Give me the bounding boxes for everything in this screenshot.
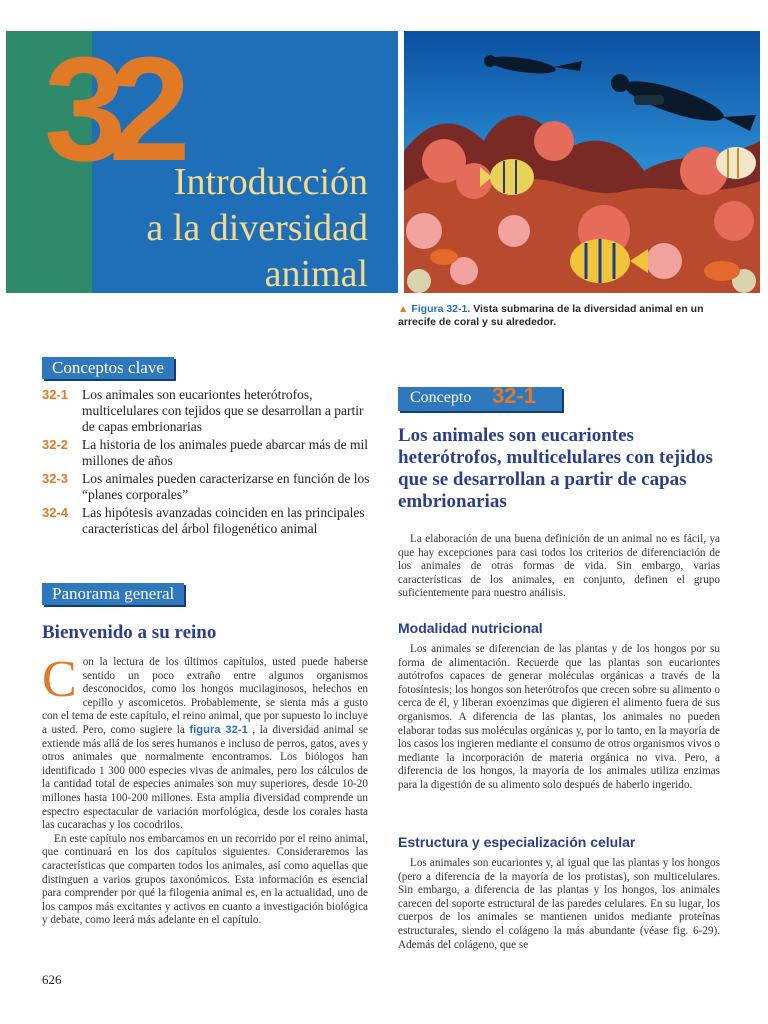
page-number: 626 [42,972,62,987]
drop-cap: C [42,651,77,708]
key-concept-item [42,387,372,435]
key-concept-text: Los animales pueden caracterizarse en función de los “planes corporales” [82,471,370,502]
key-concept-number: 32-3 [42,471,69,486]
figure-label: Figura 32-1. [411,303,471,315]
subhead-cell-structure: Estructura y especialización celular [398,834,636,850]
overview-paragraph-1 [42,651,369,833]
chapter-number: 32 [44,27,173,192]
figure-caption [398,303,728,329]
figure-reference-link[interactable]: figura 32-1 [189,723,248,736]
key-concept-text: Las hipótesis avanzadas coinciden en las principales características del árbol filogenético animal [82,505,365,536]
coral-reef-photo [404,31,760,293]
key-concept-item [42,471,372,503]
key-concept-text: La historia de los animales puede abarcar más de mil millones de años [82,437,369,468]
key-concept-text: Los animales son eucariontes heterótrofos, multicelulares con tejidos que se desarrollan a partir de capas embrionarias [82,387,364,434]
subhead-nutrition: Modalidad nutricional [398,620,543,636]
concept-heading: Los animales son eucariontes heterótrofos, multicelulares con tejidos que se desarrollan a partir de capas embrionarias [398,425,713,512]
cell-structure-text: Los animales son eucariontes y, al igual que las plantas y los hongos (pero a diferencia de la mayoría de los protistas), son multicelulares. Sin embargo, a diferencia de las plantas y los hongos, los animales carecen del soporte estructural de las paredes celulares. En su lugar, los cuerpos de los animales se mantienen unidos mediante proteínas estructurales, siendo el colágeno la más abundante (véase fig. 6-29). Además del colágeno, que se [398,857,720,951]
caption-triangle-icon: ▲ [398,303,409,315]
chapter-title-line-1: Introducción [173,161,368,203]
overview-p1-text-a: on la lectura de los últimos capítulos, usted puede haberse sentido un poco extraño entre algunos organismos desconocidos, como los hongos mucilaginosos, helechos en cepillo y ascomicetos. Probablemente, se sienta más a gusto con el tema de este capítulo, el reino animal, que por supuesto lo incluye a usted. Pero, como sugiere la [42,656,368,736]
concept-intro: La elaboración de una buena definición de un animal no es fácil, ya que hay excepciones para casi todos los criterios de diferenciación de los animales de otras formas de vida. Sin embargo, varias características de los animales, en conjunto, definen el grupo suficientemente para nuestro análisis. [398,533,720,600]
concept-header [398,383,562,411]
overview-p1-text-b: , la diversidad animal se extiende más allá de los seres humanos e incluso de perros, gatos, aves y otros animales que normalmente encontramos. Los biólogos han identificado 1 300 000 especies vivas de animales, pero los cálculos de la cantidad total de especies animales son muy superiores, desde 10-20 millones hasta 100-200 millones. Esta amplia diversidad comprende un espectro espectacular de variación morfológica, desde los corales hasta las cucarachas y los cocodrilos. [42,723,369,832]
key-concepts-list [42,387,372,539]
chapter-title-line-3: animal [264,253,368,295]
overview-header: Panorama general [42,583,184,605]
chapter-banner [6,27,760,295]
figure-caption-text: Vista submarina de la diversidad animal en un arrecife de coral y su alrededor. [398,303,704,328]
overview-paragraph-2: En este capítulo nos embarcamos en un recorrido por el reino animal, que continuará en los dos capítulos siguientes. Consideraremos las características que comparten todos los animales, así como aquellas que distinguen a varios grupos taxonómicos. Esta información es esencial para comprender por qué la filogenia animal es, en la actualidad, uno de los campos más excitantes y activos en cuanto a investigación biológica y debate, como leerá más adelante en el capítulo. [42,832,368,927]
concept-number: 32-1 [492,383,537,408]
key-concept-item [42,505,372,537]
chapter-title-line-2: a la diversidad [146,207,368,249]
key-concept-item [42,437,372,469]
key-concept-number: 32-4 [42,505,69,520]
overview-title: Bienvenido a su reino [42,622,217,643]
concept-label: Concepto [410,389,472,406]
nutrition-text: Los animales se diferencian de las plantas y de los hongos por su forma de alimentación. Recuerde que las plantas son eucariontes autótrofos capaces de generar moléculas orgánicas a través de la fotosíntesis; los hongos son heterótrofos que crecen sobre su alimento o cerca de él, y liberan exoenzimas que digieren el alimento fuera de sus organismos. A diferencia de las plantas, los animales no pueden elaborar todas sus moléculas orgánicas y, por lo tanto, en la mayoría de los casos los ingieren mediante el consumo de otros organismos vivos o mediante la incorporación de materia orgánica no viva. Pero, a diferencia de los hongos, la mayoría de los animales utiliza enzimas para la digestión de su alimento solo después de haberlo ingerido. [398,643,720,791]
key-concept-number: 32-2 [42,437,69,452]
overview-body [42,651,369,928]
chapter-title [78,159,368,297]
key-concept-number: 32-1 [42,387,69,402]
key-concepts-header: Conceptos clave [42,357,174,379]
